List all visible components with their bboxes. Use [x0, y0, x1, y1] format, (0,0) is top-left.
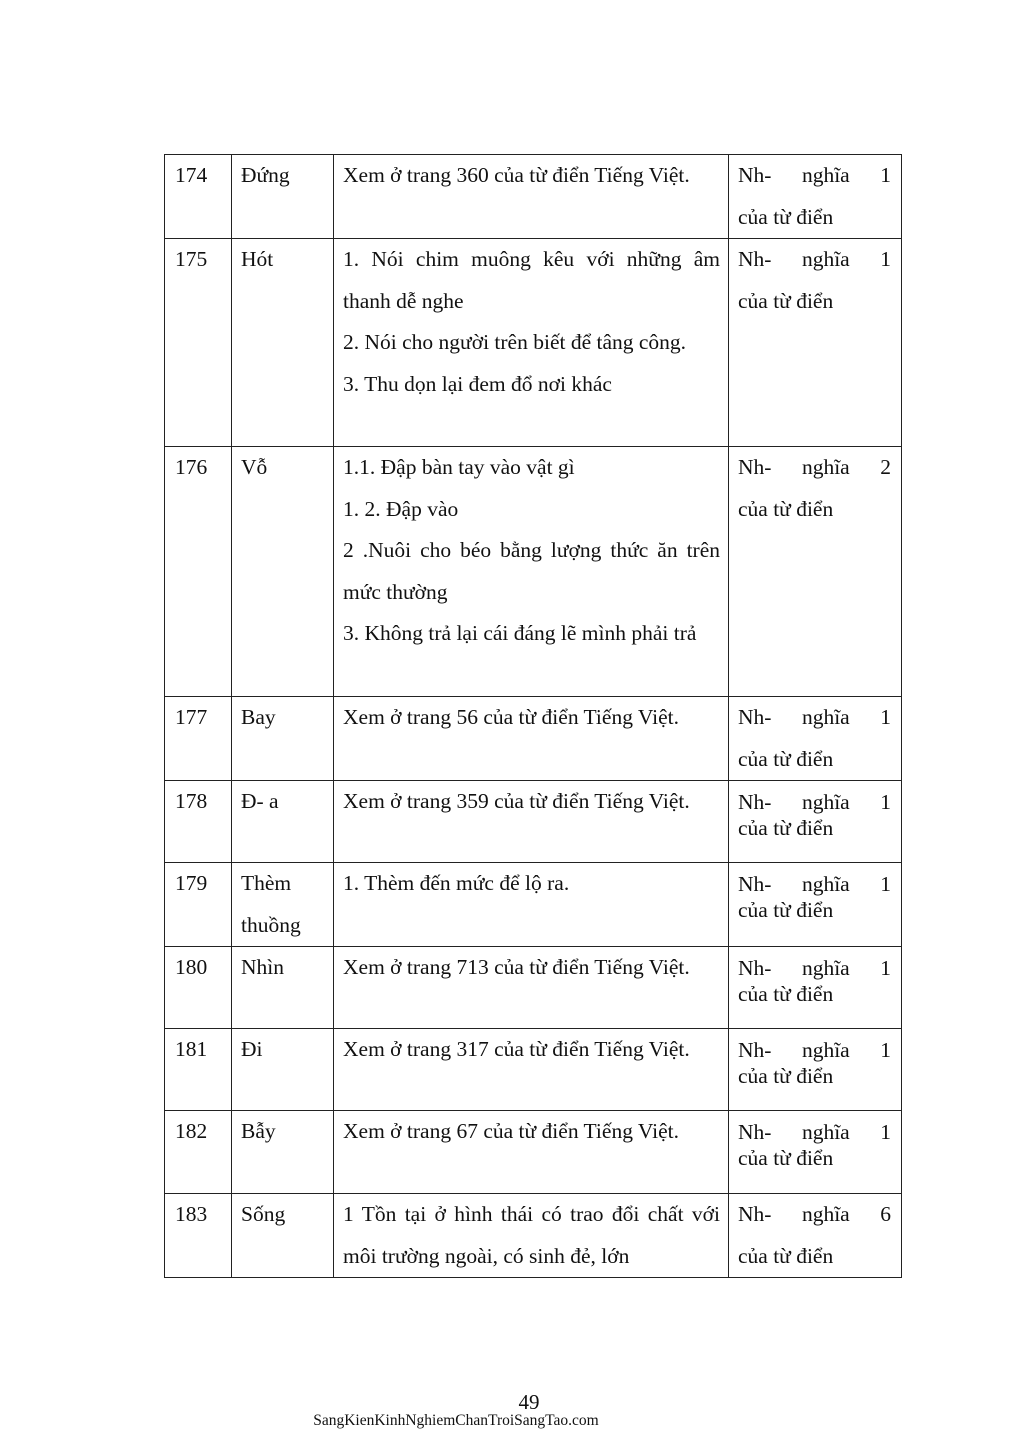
- note-suffix: của từ điển: [738, 288, 834, 313]
- definition-line: 2 .Nuôi cho béo bằng lượng thức ăn trên mức thường: [343, 538, 720, 604]
- row-number: 179: [165, 863, 232, 947]
- note-suffix: của từ điển: [738, 816, 834, 840]
- note-count: 1: [880, 163, 891, 187]
- row-number: 183: [165, 1194, 232, 1278]
- word-cell: Đi: [232, 1029, 334, 1111]
- definition-cell: [334, 697, 729, 781]
- note-label: nghĩa: [801, 163, 850, 187]
- word-cell: Thèm thuồng: [232, 863, 334, 947]
- definition-line: Xem ở trang 317 của từ điển Tiếng Việt.: [343, 1037, 690, 1061]
- word-cell: Bẫy: [232, 1111, 334, 1194]
- note-cell: [729, 1111, 902, 1194]
- footer-website: SangKienKinhNghiemChanTroiSangTao.com: [313, 1412, 599, 1429]
- table-row: [165, 781, 902, 863]
- definition-cell: [334, 239, 729, 447]
- definition-cell: [334, 1194, 729, 1278]
- note-prefix: Nh-: [738, 455, 772, 479]
- note-label: nghĩa: [801, 790, 850, 814]
- note-count: 1: [880, 1120, 891, 1144]
- note-suffix: của từ điển: [738, 898, 834, 922]
- definition-line: 3. Không trả lại cái đáng lẽ mình phải trả: [343, 621, 697, 645]
- note-prefix: Nh-: [738, 247, 772, 271]
- definition-line: 1. Thèm đến mức để lộ ra.: [343, 871, 570, 895]
- note-cell: [729, 697, 902, 781]
- definition-line: Xem ở trang 713 của từ điển Tiếng Việt.: [343, 955, 690, 979]
- word-cell: Đứng: [232, 155, 334, 239]
- note-count: 1: [880, 956, 891, 980]
- definition-line: 1. 2. Đập vào: [343, 496, 459, 521]
- word-cell: Đ- a: [232, 781, 334, 863]
- note-cell: [729, 447, 902, 697]
- note-cell: [729, 947, 902, 1029]
- definition-cell: [334, 447, 729, 697]
- note-prefix: Nh-: [738, 1120, 772, 1144]
- definition-line: Xem ở trang 56 của từ điển Tiếng Việt.: [343, 705, 680, 729]
- definition-cell: [334, 863, 729, 947]
- note-prefix: Nh-: [738, 790, 772, 814]
- note-prefix: Nh-: [738, 956, 772, 980]
- definition-line: 1. Nói chim muông kêu với những âm thanh dễ nghe: [343, 247, 720, 313]
- word-cell: Sống: [232, 1194, 334, 1278]
- note-cell: [729, 781, 902, 863]
- note-suffix: của từ điển: [738, 746, 834, 771]
- table-row: [165, 697, 902, 781]
- note-cell: [729, 1029, 902, 1111]
- table-row: [165, 947, 902, 1029]
- word-cell: Hót: [232, 239, 334, 447]
- definition-line: 3. Thu dọn lại đem đổ nơi khác: [343, 371, 612, 396]
- note-prefix: Nh-: [738, 705, 772, 729]
- definition-line: 1 Tồn tại ở hình thái có trao đổi chất với môi trường ngoài, có sinh đẻ, lớn: [343, 1202, 720, 1268]
- definition-line: 2. Nói cho người trên biết để tâng công.: [343, 330, 687, 354]
- note-label: nghĩa: [801, 1120, 850, 1144]
- definition-cell: [334, 1029, 729, 1111]
- note-cell: [729, 1194, 902, 1278]
- note-cell: [729, 155, 902, 239]
- definition-line: Xem ở trang 359 của từ điển Tiếng Việt.: [343, 789, 690, 813]
- note-count: 6: [880, 1202, 891, 1226]
- table-row: [165, 1194, 902, 1278]
- note-label: nghĩa: [801, 705, 850, 729]
- table-row: [165, 155, 902, 239]
- table-row: [165, 239, 902, 447]
- note-count: 1: [880, 790, 891, 814]
- note-count: 1: [880, 872, 891, 896]
- row-number: 178: [165, 781, 232, 863]
- note-prefix: Nh-: [738, 1202, 772, 1226]
- definition-line: Xem ở trang 360 của từ điển Tiếng Việt.: [343, 163, 690, 187]
- note-count: 2: [880, 455, 891, 479]
- note-suffix: của từ điển: [738, 496, 834, 521]
- note-prefix: Nh-: [738, 872, 772, 896]
- row-number: 182: [165, 1111, 232, 1194]
- dictionary-table: [164, 154, 902, 1278]
- row-number: 181: [165, 1029, 232, 1111]
- note-cell: [729, 239, 902, 447]
- note-suffix: của từ điển: [738, 1146, 834, 1170]
- note-suffix: của từ điển: [738, 1064, 834, 1088]
- note-label: nghĩa: [801, 1202, 850, 1226]
- row-number: 180: [165, 947, 232, 1029]
- table-row: [165, 1111, 902, 1194]
- row-number: 175: [165, 239, 232, 447]
- note-count: 1: [880, 705, 891, 729]
- dictionary-table-body: [165, 155, 902, 1278]
- word-cell: Bay: [232, 697, 334, 781]
- note-count: 1: [880, 1038, 891, 1062]
- row-number: 174: [165, 155, 232, 239]
- note-suffix: của từ điển: [738, 204, 834, 229]
- note-prefix: Nh-: [738, 1038, 772, 1062]
- note-count: 1: [880, 247, 891, 271]
- row-number: 177: [165, 697, 232, 781]
- note-label: nghĩa: [801, 956, 850, 980]
- note-prefix: Nh-: [738, 163, 772, 187]
- note-label: nghĩa: [801, 455, 850, 479]
- table-row: [165, 447, 902, 697]
- definition-cell: [334, 1111, 729, 1194]
- word-cell: Nhìn: [232, 947, 334, 1029]
- note-label: nghĩa: [801, 247, 850, 271]
- note-cell: [729, 863, 902, 947]
- definition-line: 1.1. Đập bàn tay vào vật gì: [343, 455, 575, 479]
- note-label: nghĩa: [801, 1038, 850, 1062]
- definition-cell: [334, 781, 729, 863]
- word-cell: Vỗ: [232, 447, 334, 697]
- definition-cell: [334, 947, 729, 1029]
- table-row: [165, 1029, 902, 1111]
- note-label: nghĩa: [801, 872, 850, 896]
- row-number: 176: [165, 447, 232, 697]
- definition-line: Xem ở trang 67 của từ điển Tiếng Việt.: [343, 1119, 680, 1143]
- table-row: [165, 863, 902, 947]
- note-suffix: của từ điển: [738, 1243, 834, 1268]
- note-suffix: của từ điển: [738, 982, 834, 1006]
- page-number: 49: [518, 1390, 540, 1414]
- definition-cell: [334, 155, 729, 239]
